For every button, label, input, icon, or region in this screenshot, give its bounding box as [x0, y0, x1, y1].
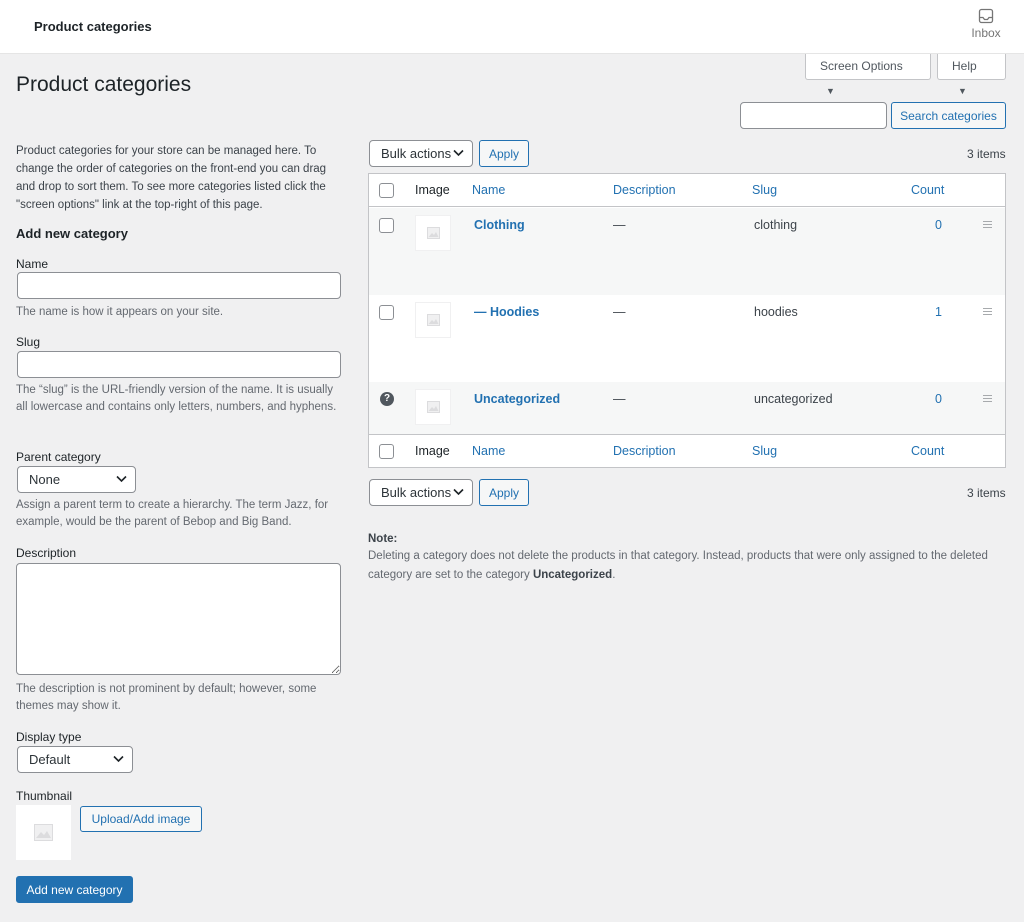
page-title: Product categories: [16, 73, 192, 96]
row-thumbnail: [415, 215, 451, 251]
parent-category-label: Parent category: [16, 450, 101, 464]
row-description: —: [613, 392, 626, 406]
row-slug: uncategorized: [754, 392, 833, 406]
row-count-link[interactable]: 0: [935, 392, 942, 406]
note-text-after: .: [612, 569, 616, 581]
chevron-down-icon: [116, 475, 127, 483]
column-image: Image: [415, 444, 450, 458]
row-checkbox[interactable]: [379, 218, 394, 233]
parent-category-select[interactable]: [17, 466, 136, 493]
bulk-actions-select-top[interactable]: [369, 140, 473, 167]
help-label: Help: [952, 59, 977, 73]
drag-handle-icon[interactable]: [983, 395, 992, 402]
chevron-down-icon: [453, 149, 464, 157]
bulk-actions-select-bottom[interactable]: [369, 479, 473, 506]
display-type-value: Default: [29, 752, 71, 767]
select-all-checkbox-bottom[interactable]: [379, 444, 394, 459]
image-placeholder-icon: [427, 227, 440, 239]
thumbnail-preview: [16, 805, 71, 860]
row-name-link[interactable]: Uncategorized: [474, 392, 561, 406]
row-count-link[interactable]: 0: [935, 218, 942, 232]
row-checkbox[interactable]: [379, 305, 394, 320]
inbox-button[interactable]: [968, 8, 1004, 40]
table-footer: [369, 434, 1005, 467]
items-count-top: 3 items: [967, 147, 1006, 161]
table-row: [369, 295, 1005, 382]
column-name[interactable]: Name: [472, 444, 506, 458]
image-placeholder-icon: [427, 314, 440, 326]
table-row: [369, 382, 1005, 434]
bulk-actions-label: Bulk actions: [381, 146, 452, 161]
note-text-bold: Uncategorized: [532, 569, 613, 581]
table-row: [369, 208, 1005, 295]
intro-text: Product categories for your store can be managed here. To change the order of categories on the front-end you can drag and drop to sort them. To see more categories listed click the "screen options" link at the top-right of this page.: [16, 145, 327, 211]
topbar-title: Product categories: [34, 19, 152, 34]
name-input[interactable]: [17, 272, 341, 299]
row-description: —: [613, 305, 626, 319]
row-slug: hoodies: [754, 305, 798, 319]
add-new-category-heading: Add new category: [16, 226, 128, 241]
bulk-actions-label: Bulk actions: [381, 485, 452, 500]
caret-down-icon: ▼: [958, 86, 967, 96]
image-placeholder-icon: [427, 401, 440, 413]
add-new-category-button[interactable]: Add new category: [16, 876, 133, 903]
image-placeholder-icon: [34, 824, 53, 841]
note-text: [368, 547, 998, 585]
top-bar: [0, 0, 1024, 54]
column-image: Image: [415, 183, 450, 197]
apply-button-bottom[interactable]: Apply: [479, 479, 529, 506]
slug-input[interactable]: [17, 351, 341, 378]
inbox-label: Inbox: [971, 26, 1001, 40]
name-label: Name: [16, 257, 49, 271]
screen-options-button[interactable]: [805, 54, 931, 96]
search-input[interactable]: [740, 102, 887, 129]
row-name-link[interactable]: — Hoodies: [474, 305, 540, 319]
thumbnail-label: Thumbnail: [16, 789, 73, 803]
chevron-down-icon: [113, 755, 124, 763]
parent-category-value: None: [29, 472, 61, 487]
column-name[interactable]: Name: [472, 183, 506, 197]
chevron-down-icon: [453, 488, 464, 496]
row-name-link[interactable]: Clothing: [474, 218, 525, 232]
items-count-bottom: 3 items: [967, 486, 1006, 500]
column-description[interactable]: Description: [613, 183, 676, 197]
question-icon[interactable]: ?: [380, 392, 394, 406]
slug-label: Slug: [16, 335, 41, 349]
upload-image-button[interactable]: Upload/Add image: [80, 806, 202, 832]
column-count[interactable]: Count: [911, 444, 945, 458]
row-description: —: [613, 218, 626, 232]
name-help: The name is how it appears on your site.: [16, 306, 224, 318]
inbox-icon: [978, 8, 994, 24]
caret-down-icon: ▼: [826, 86, 835, 96]
parent-category-help: Assign a parent term to create a hierarchy. The term Jazz, for example, would be the parent of Bebop and Big Band.: [16, 499, 329, 528]
display-type-label: Display type: [16, 730, 82, 744]
slug-help: The “slug” is the URL-friendly version of the name. It is usually all lowercase and contains only letters, numbers, and hyphens.: [16, 384, 337, 413]
column-count[interactable]: Count: [911, 183, 945, 197]
row-thumbnail: [415, 389, 451, 425]
description-help: The description is not prominent by default; however, some themes may show it.: [16, 683, 317, 712]
drag-handle-icon[interactable]: [983, 221, 992, 228]
column-slug[interactable]: Slug: [752, 183, 778, 197]
display-type-select[interactable]: [17, 746, 133, 773]
categories-table: [368, 173, 1006, 468]
apply-button-top[interactable]: Apply: [479, 140, 529, 167]
column-slug[interactable]: Slug: [752, 444, 778, 458]
row-thumbnail: [415, 302, 451, 338]
search-categories-button[interactable]: Search categories: [891, 102, 1006, 129]
row-slug: clothing: [754, 218, 798, 232]
description-textarea[interactable]: [16, 563, 341, 675]
description-label: Description: [16, 546, 77, 560]
note-text-before: Deleting a category does not delete the products in that category. Instead, products that were only assigned to the deleted category are set to the category: [368, 550, 988, 581]
select-all-checkbox[interactable]: [379, 183, 394, 198]
column-description[interactable]: Description: [613, 444, 676, 458]
table-header: [369, 174, 1005, 207]
screen-options-label: Screen Options: [820, 59, 903, 73]
drag-handle-icon[interactable]: [983, 308, 992, 315]
row-count-link[interactable]: 1: [935, 305, 942, 319]
note-title: Note:: [368, 533, 398, 545]
help-button[interactable]: [937, 54, 1006, 96]
